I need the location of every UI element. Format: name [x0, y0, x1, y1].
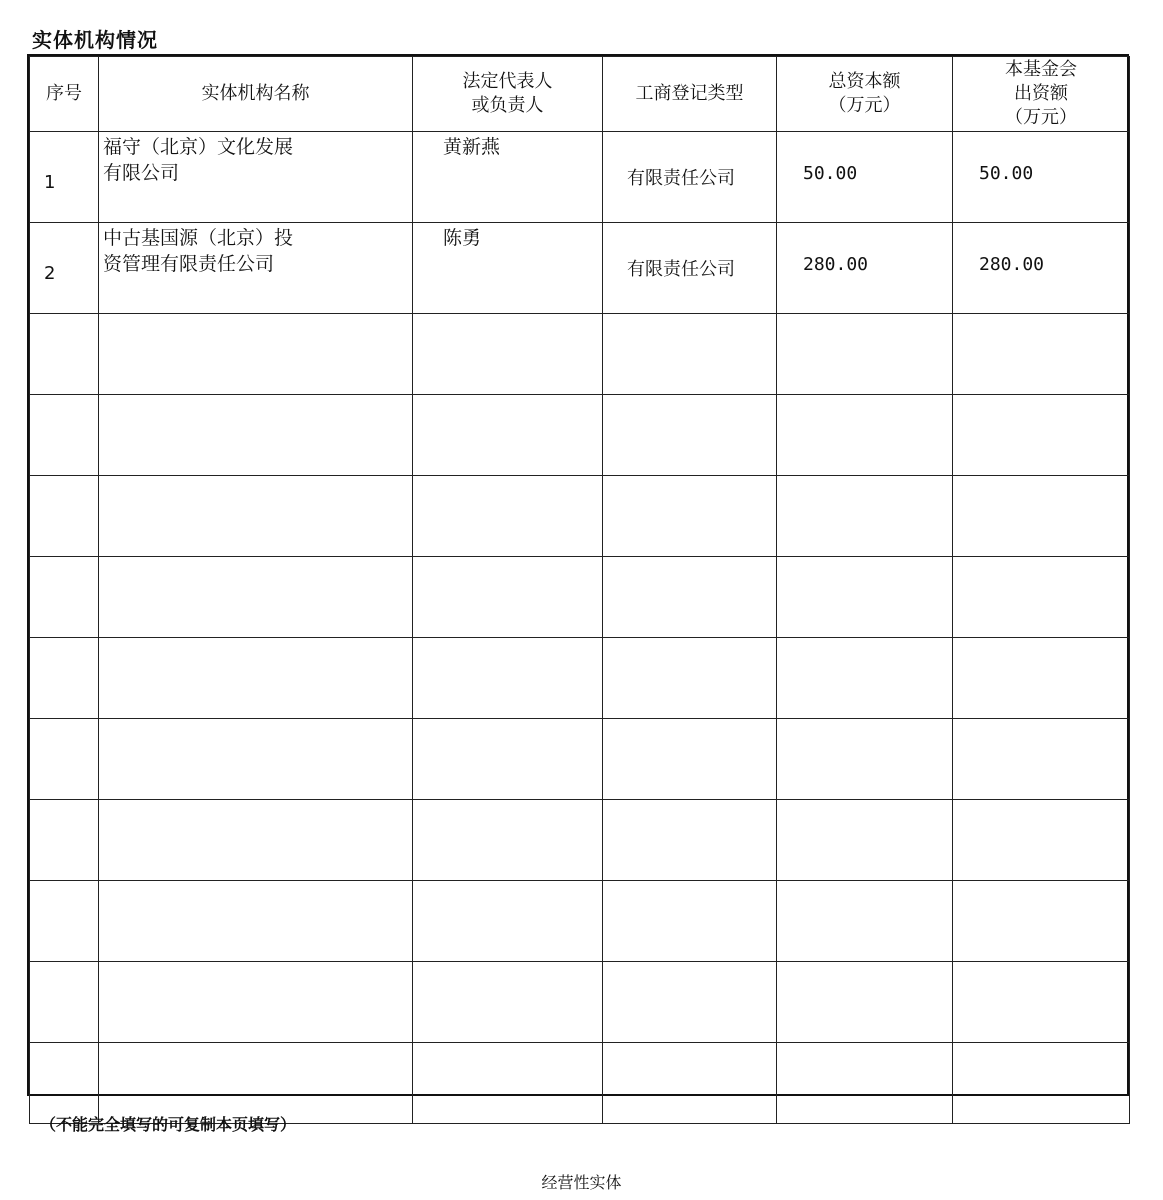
empty-cell [30, 962, 99, 1043]
empty-cell [30, 314, 99, 395]
empty-cell [777, 800, 953, 881]
empty-cell [603, 962, 777, 1043]
row-registration-type: 有限责任公司 [603, 223, 777, 314]
header-fund-line3: （万元） [1005, 107, 1077, 128]
empty-cell [777, 395, 953, 476]
empty-cell [777, 881, 953, 962]
empty-cell [953, 557, 1130, 638]
empty-cell [30, 881, 99, 962]
table-row [30, 132, 1130, 223]
empty-cell [777, 962, 953, 1043]
empty-cell [99, 881, 413, 962]
entity-name-line1: 中古基国源（北京）投 [103, 227, 294, 249]
empty-cell [777, 557, 953, 638]
empty-cell [99, 557, 413, 638]
empty-cell [603, 314, 777, 395]
empty-cell [953, 638, 1130, 719]
empty-cell [953, 395, 1130, 476]
empty-cell [603, 638, 777, 719]
empty-cell [30, 557, 99, 638]
empty-cell [413, 395, 603, 476]
empty-cell [953, 881, 1130, 962]
empty-table-row [30, 881, 1130, 962]
empty-cell [603, 1043, 777, 1124]
row-total-capital: 50.00 [777, 132, 953, 223]
empty-cell [30, 719, 99, 800]
row-fund-contribution: 280.00 [953, 223, 1130, 314]
row-entity-name [99, 223, 413, 314]
entity-name-line2: 有限公司 [103, 162, 180, 184]
empty-cell [413, 881, 603, 962]
empty-cell [413, 800, 603, 881]
empty-cell [603, 476, 777, 557]
empty-cell [99, 962, 413, 1043]
empty-cell [953, 1043, 1130, 1124]
empty-cell [99, 638, 413, 719]
table-row [30, 223, 1130, 314]
page-footer: 经营性实体 [541, 1173, 622, 1192]
empty-cell [777, 719, 953, 800]
empty-table-row [30, 719, 1130, 800]
empty-cell [953, 314, 1130, 395]
empty-cell [603, 881, 777, 962]
header-fund-line1: 本基金会 [1005, 59, 1077, 80]
empty-table-row [30, 557, 1130, 638]
header-legal-rep [413, 57, 603, 132]
header-total-line2: （万元） [828, 95, 901, 116]
empty-cell [953, 800, 1130, 881]
empty-cell [603, 800, 777, 881]
empty-cell [413, 557, 603, 638]
empty-cell [99, 800, 413, 881]
empty-cell [30, 800, 99, 881]
header-total-capital [777, 57, 953, 132]
header-legal-line1: 法定代表人 [462, 71, 553, 92]
row-legal-rep: 陈勇 [413, 223, 603, 314]
empty-cell [413, 314, 603, 395]
empty-cell [99, 314, 413, 395]
empty-cell [953, 962, 1130, 1043]
empty-cell [603, 395, 777, 476]
row-index: 1 [30, 132, 99, 223]
empty-table-row [30, 800, 1130, 881]
footnote: （不能完全填写的可复制本页填写） [40, 1115, 297, 1134]
empty-cell [413, 638, 603, 719]
table-header-row [30, 57, 1130, 132]
empty-table-row [30, 476, 1130, 557]
row-registration-type: 有限责任公司 [603, 132, 777, 223]
empty-cell [953, 719, 1130, 800]
empty-table-row [30, 638, 1130, 719]
empty-cell [99, 395, 413, 476]
empty-cell [30, 638, 99, 719]
entity-table [27, 54, 1129, 1096]
page-title: 实体机构情况 [32, 28, 158, 52]
empty-table-row [30, 314, 1130, 395]
row-index: 2 [30, 223, 99, 314]
header-fund-contribution [953, 57, 1130, 132]
empty-cell [953, 476, 1130, 557]
row-entity-name [99, 132, 413, 223]
empty-cell [777, 476, 953, 557]
header-name: 实体机构名称 [99, 57, 413, 132]
entity-name-line2: 资管理有限责任公司 [103, 253, 275, 275]
header-fund-line2: 出资额 [1014, 83, 1068, 104]
empty-cell [30, 395, 99, 476]
row-fund-contribution: 50.00 [953, 132, 1130, 223]
empty-cell [413, 719, 603, 800]
empty-cell [603, 557, 777, 638]
empty-table-row [30, 962, 1130, 1043]
header-total-line1: 总资本额 [828, 71, 901, 92]
empty-cell [30, 476, 99, 557]
empty-cell [413, 476, 603, 557]
empty-cell [99, 719, 413, 800]
row-legal-rep: 黄新燕 [413, 132, 603, 223]
empty-cell [413, 1043, 603, 1124]
header-type: 工商登记类型 [603, 57, 777, 132]
empty-cell [603, 719, 777, 800]
row-total-capital: 280.00 [777, 223, 953, 314]
empty-cell [777, 314, 953, 395]
header-index: 序号 [30, 57, 99, 132]
empty-cell [777, 1043, 953, 1124]
empty-table-row [30, 395, 1130, 476]
header-legal-line2: 或负责人 [471, 95, 544, 116]
empty-cell [777, 638, 953, 719]
empty-cell [99, 476, 413, 557]
entity-name-line1: 福守（北京）文化发展 [103, 136, 294, 158]
empty-cell [413, 962, 603, 1043]
